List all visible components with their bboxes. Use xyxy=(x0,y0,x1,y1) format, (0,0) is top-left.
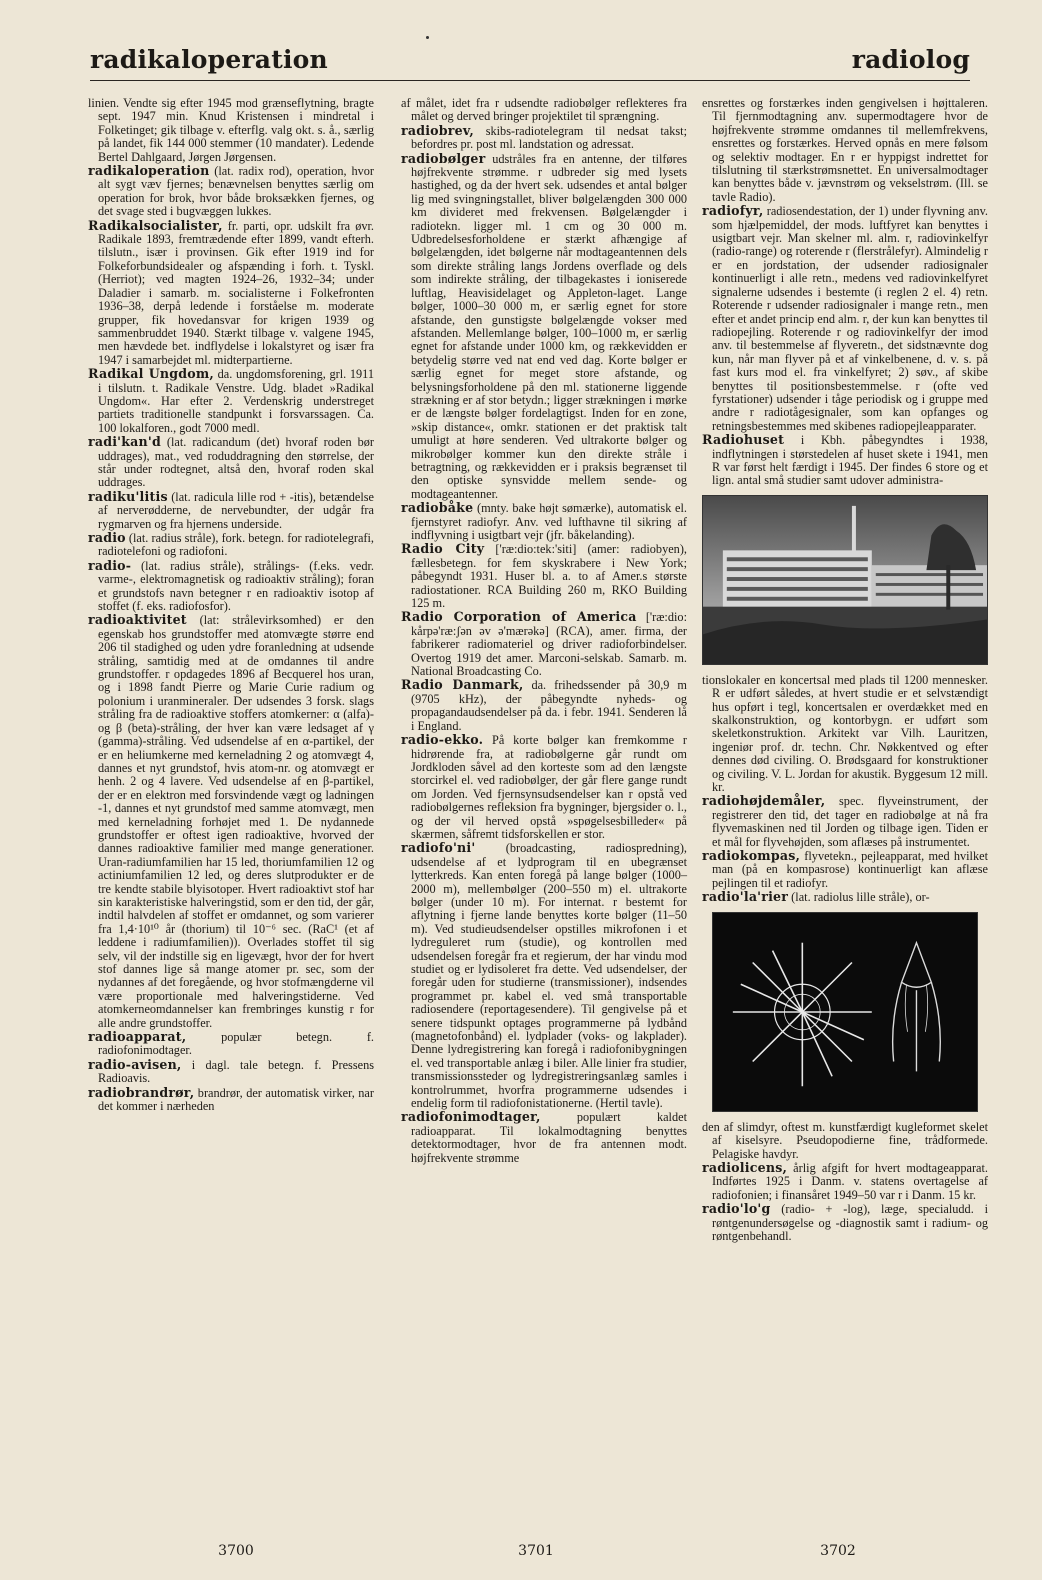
dictionary-entry xyxy=(88,531,374,559)
entry-text: fr. parti, opr. udskilt fra øvr. Radikale 1893, fremtrædende efter 1899, vandt efterh. tilslutn., især i provinsen. Gik efter 1919 ind for Folkeforbundsidealer og afspænding i forh. t. Tyskl. (Herriot); ved magten 1924–26, 1932–34; under Daladier i samarb. m. socialisterne i Folkefronten 1936–38, derpå ledende i forståelse m. moderate grupper, fik hovedansvar for krigen 1939 og sammenbruddet 1940. Stærkt tilbage v. valgene 1945, men hævdede bet. indflydelse i lokalstyret og især fra 1947 i samarbejdet ml. midterpartierne. xyxy=(98,218,374,367)
entry-headword: Radio City xyxy=(401,541,485,557)
column-3-bottom xyxy=(702,1121,988,1244)
entry-text: (lat. radicula lille rod + -itis), betændelse af nerverødderne, de nervebundter, der udgår fra rygmarven og fra hjernens underside. xyxy=(98,489,374,531)
dictionary-entry xyxy=(702,674,988,795)
column-3-top xyxy=(702,97,988,488)
dictionary-entry xyxy=(702,1202,988,1243)
entry-text: da. ungdomsforening, grl. 1911 i tilslutn. t. Radikale Venstre. Udg. bladet »Radikal Ungdom«. Har efter 2. Verdenskrig understreget partiets traditionelle standpunkt i forsvarssagen. Ca. 100 lokalforen., godt 7000 medl. xyxy=(98,367,374,435)
entry-text: i dagl. tale betegn. f. Pressens Radioavis. xyxy=(98,1057,374,1086)
dictionary-entry xyxy=(401,733,687,841)
entry-headword: radiohøjdemåler, xyxy=(702,793,826,809)
entry-headword: radiobølger xyxy=(401,150,486,166)
entry-text: (lat. radix rod), operation, hvor alt sygt væv fjernes; benævnelsen benyttes særlig om operation for brok, hvor både broksækken fjernes, og det svage sted i bugvæggen lukkes. xyxy=(98,164,374,219)
entry-headword: Radio Danmark, xyxy=(401,677,524,693)
entry-text: spec. flyveinstrument, der registrerer den tid, det tager en radiobølge at nå fra flyvemaskinen ned til Jorden og tilbage igen. Tiden er et mål for flyvehøjden, som aflæses på instrumentet. xyxy=(712,794,988,849)
dictionary-entry xyxy=(702,794,988,849)
entry-headword: radiokompas, xyxy=(702,848,801,864)
entry-headword: radio'lo'g xyxy=(702,1201,771,1217)
dictionary-entry xyxy=(401,610,687,678)
entry-text: ['ræ:dio:tek:'siti] (amer: radiobyen), fællesbetegn. for fem skyskrabere i New York; påbegyndt 1931. Huser bl. a. to af Amer.s største radiostationer. RCA Building 260 m, RKO Building 125 m. xyxy=(411,542,687,611)
entry-text: (lat. radius stråle), fork. betegn. for radiotelegrafi, radiotelefoni og radiofoni. xyxy=(98,531,374,559)
entry-headword: radiobrev, xyxy=(401,122,474,138)
entry-headword: radiofo'ni' xyxy=(401,840,476,856)
dictionary-entry xyxy=(702,890,988,904)
dictionary-entry xyxy=(88,490,374,531)
entry-headword: radiofonimodtager, xyxy=(401,1109,541,1125)
column-3 xyxy=(702,97,988,1243)
column-3-middle xyxy=(702,674,988,905)
dictionary-entry xyxy=(88,164,374,219)
dictionary-entry xyxy=(88,559,374,614)
dictionary-entry xyxy=(702,204,988,433)
dictionary-entry xyxy=(401,501,687,542)
entry-headword: radio- xyxy=(88,557,132,573)
entry-headword: radiofyr, xyxy=(702,203,764,219)
entry-text: ['ræ:dio: kårpə'ræ:ʃən əv ə'mærəkə] (RCA), amer. firma, der fabrikerer radiomateriel og driver radioforbindelser. Overtog 1919 det amer. Marconi-selskab. Samarb. m. National Broadcasting Co. xyxy=(411,610,687,679)
entry-headword: radioaktivitet xyxy=(88,612,187,628)
entry-headword: radiobåke xyxy=(401,500,474,516)
entry-headword: radikaloperation xyxy=(88,163,210,179)
entry-headword: radiobrandrør, xyxy=(88,1084,195,1100)
entry-headword: radi'kan'd xyxy=(88,434,161,450)
entry-text: årlig afgift for hvert modtageapparat. Indførtes 1925 i Danm. v. statens overtagelse af radiofonien; i finansåret 1949–50 var r i Danm. 15 kr. xyxy=(712,1160,988,1202)
entry-text: tionslokaler en koncertsal med plads til 1200 mennesker. R er udført således, at hvert studie er et selvstændigt hus opført i tegl, koncertsalen er overdækket med en skalkonstruktion, og kontorbygn. er udført som skeletkonstruktion. Arkitekt var Vilh. Lauritzen, ingeniør prof. dr. techn. Chr. Nøkkentved og efter dennes død civiling. O. Brødsgaard for konstruktioner og civiling. V. L. Jordan for akustik. Byggesum 12 mill. kr. xyxy=(702,672,988,795)
dictionary-entry xyxy=(401,542,687,610)
radiolarian-micrograph xyxy=(712,912,978,1112)
dictionary-entry xyxy=(401,97,687,124)
dictionary-entry xyxy=(401,152,687,502)
entry-text: (lat. radicandum (det) hvoraf roden bør uddrages), mat., ved roduddragning den størrelse, der står under rodtegnet, altså den, hvoraf roden skal uddrages. xyxy=(98,435,374,490)
entry-headword: radio xyxy=(88,530,126,545)
radiohuset-photo-image xyxy=(703,496,987,664)
dictionary-entry xyxy=(401,1110,687,1165)
entry-text: (radio- + -log), læge, specialudd. i røntgenundersøgelse og -diagnostik samt i radium- og røntgenbehandl. xyxy=(712,1202,988,1243)
entry-text: skibs-radiotelegram til nedsat takst; befordres pr. post ml. landstation og adressat. xyxy=(411,123,687,152)
dictionary-entry xyxy=(702,1121,988,1161)
entry-headword: Radiohuset xyxy=(702,432,785,448)
column-1 xyxy=(88,97,374,1113)
entry-text: linien. Vendte sig efter 1945 mod grænseflytning, bragte sept. 1947 min. Knud Kristensen i mindretal i Folketinget; gik tilbage v. efterflg. valg okt. s. å., særlig på landet, fik 144 000 stemmer (10 mandater). Ledende Bertel Dahlgaard, Jørgen Jørgensen. xyxy=(88,96,374,164)
entry-headword: Radikalsocialister, xyxy=(88,217,223,233)
dictionary-entry xyxy=(88,613,374,1030)
entry-headword: radioapparat, xyxy=(88,1029,187,1045)
running-header xyxy=(90,38,970,81)
dictionary-entry xyxy=(702,849,988,890)
entry-text: flyvetekn., pejleapparat, med hvilket man (på en kompasrose) kontinuerligt kan aflæse pejlingen til et radiofyr. xyxy=(712,849,988,890)
entry-headword: radio'la'rier xyxy=(702,889,789,905)
radiohuset-photo xyxy=(702,495,988,665)
entry-text: (mnty. bake højt sømærke), automatisk el. fjernstyret radiofyr. Anv. ved lufthavne til sikring af indflyvning i usigtbart vejr (jfr. båkelanding). xyxy=(411,501,687,542)
dictionary-entry xyxy=(702,433,988,488)
dictionary-entry xyxy=(88,1086,374,1114)
entry-text: (lat. radiolus lille stråle), or- xyxy=(788,890,930,905)
dictionary-entry xyxy=(401,841,687,1110)
entry-text: På korte bølger kan fremkomme r hidrørende fra, at radiobølgerne går rundt om Jordkloden såvel ad den korteste som ad den længste storcirkel el. ved radiobølger, der går flere gange rundt om Jorden. Ved fjernsynsudsendelser kan r opstå ved radiobølgernes refleksion fra bygninger, bjergsider o. l., og der vil herved opstå »spøgelsesbilleder« på skærmen, såfremt tidsforskellen er stor. xyxy=(411,733,687,841)
entry-text: (lat. radius stråle), strålings- (f.eks. vedr. varme-, elektromagnetisk og radioaktiv stråling); foran et grundstofs navn betegner r en radioaktiv isotop af stoffet (f. eks. radiofosfor). xyxy=(98,558,374,614)
entry-headword: Radikal Ungdom, xyxy=(88,366,214,382)
entry-text: af målet, idet fra r udsendte radiobølger reflekteres fra målet og derved bringer projektilet til sprængning. xyxy=(401,96,687,124)
entry-text: da. frihedssender på 30,9 m (9705 kHz), der påbegyndte nyheds- og propagandaudsendelser på da. i febr. 1941. Senderen lå i England. xyxy=(411,678,687,733)
dictionary-entry xyxy=(702,1161,988,1202)
entry-headword: radio-ekko. xyxy=(401,732,484,748)
entry-headword: radiku'litis xyxy=(88,488,168,504)
dictionary-entry xyxy=(88,97,374,164)
dictionary-entry xyxy=(88,1030,374,1058)
dictionary-entry xyxy=(88,219,374,367)
entry-text: populært kaldet radioapparat. Til lokalmodtagning benyttes detektormodtager, hvor de fra antennen modt. højfrekvente strømme xyxy=(411,1110,687,1165)
dictionary-entry xyxy=(702,97,988,204)
column-2 xyxy=(401,97,687,1165)
entry-text: (broadcasting, radiospredning), udsendelse af et lydprogram til en ubegrænset lytterkreds. Kan enten foregå på lange bølger (1000–2000 m), mellembølger (200–550 m) el. ultrakorte bølger (under 10 m). For internat. r bestemt for aflytning i fjerne lande benyttes korte bølger (11–50 m). Ved studieudsendelser opstilles mikrofonen i et lydreguleret rum (studie), og kontrollen med udsendelsen foregår fra et regierum, der har vindu mod studiet og er lydisoleret fra dette. Ved udsendelser, der foregår uden for studierne (transmissioner), indsendes programmet pr. kabel el. ved små transportable radiosendere (reportagesendere). Til gengivelse på et senere tidspunkt optages programmerne på lydbånd (magnetofonbånd) el. lydplader (voks- og lakplader). Denne lydregistrering kan foregå i radiofonibygningen el. ved transportable anlæg i biler. Alle linier fra studier, transmissionssteder og lydregistreringsanlæg samles i kontrolrummet, hvorfra programmerne udsendes i endelig form til radiofonistationerne. (Hertil tavle). xyxy=(411,841,687,1111)
page-number-right: 3702 xyxy=(820,1543,856,1559)
page-number-left: 3700 xyxy=(218,1543,254,1559)
entry-text: ensrettes og forstærkes inden gengivelsen i højttaleren. Til fjernmodtagning anv. supermodtagere hvor de højfrekvente strømme omdannes til mellemfrekvens, ensrettes og forstærkes. Herved opnås en mere følsom og selektiv modtager. En r er hyppigst indrettet for tilslutning til stærkstrømsnettet. En universalmodtager kan benyttes både v. jævnstrøm og vekselstrøm. (Ill. se tavle Radio). xyxy=(702,96,988,204)
entry-headword: radiolicens, xyxy=(702,1159,788,1175)
entry-headword: radio-avisen, xyxy=(88,1056,182,1072)
entry-text: radiosendestation, der 1) under flyvning anv. som hjælpemiddel, der mods. luftfyret kan benyttes i usigtbart vejr. Man skelner ml. alm. r, radiovinkelfyr (radio-range) og roterende r (flerstrålefyr). Almindelig r er en jordstation, der udsender radiosignaler kontinuerligt i alle retn., medens ved radiovinkelfyret signalerne udsendes i bestemte (i reglen 2 el. 4) retn. Roterende r udsender radiosignaler i mange retn., men efter et andet princip end alm. r, der kun kan benyttes til radiopejling. Roterende r og radiovinkelfyr der imod anv. til bestemmelse af flyveretn., det sidstnævnte dog kun, når man flyver på et af vinkelbenene, d. v. s. på fast kurs mod el. fra vinkelfyret; 2) søv., af skibe benyttes til positionsbestemmelse. r (ofte ved fyrstationer) udsender i tåge periodisk og i gruppe med andre r radiotågesignaler, som kan opfanges og retningsbestemmes med skibenes radiopejleapparater. xyxy=(712,204,988,433)
header-last-entry: radiolog xyxy=(851,45,970,74)
radiolarian-micrograph-image xyxy=(713,913,977,1111)
entry-text: brandrør, der automatisk virker, nar det kommer i nærheden xyxy=(98,1085,374,1114)
dictionary-entry xyxy=(88,1058,374,1086)
dictionary-entry xyxy=(88,435,374,490)
dictionary-entry xyxy=(401,124,687,152)
entry-text: udstråles fra en antenne, der tilføres højfrekvente strømme. r udbreder sig med lysets hastighed, og da der hvert sek. udsendes et antal bølger lig med svingningstallet, bliver bølgelængden 300 000 km divideret med frekvensen. Bølgelængder i radiotekn. ligger ml. 1 cm og 30 000 m. Udbredelsesforholdene er stærkt afhængige af bølgelængden, idet bølgerne når modtageantennen dels som direkte stråling langs Jordens overflade og dels som indirekte stråling, der tilbagekastes i ioniserede luftlag, Heavisidelaget og Appleton-laget. Lange bølger, 1000–30 000 m, er særlig egnet for store afstande, den gunstigste bølgelængde vokser med afstanden. Mellemlange bølger, 100–1000 m, er særlig egnet for afstande under 1000 km, og rækkevidden er betydelig større ved nat end ved dag. Korte bølger er særlig egnet for meget store afstande, og belysningsforholdene på den ml. stationerne liggende strækning er af stor betydn.; ligger strækningen i mørke er de længste bølger fordelagtigst. Inden for en zone, »skip distance«, omkr. stationen er det praktisk talt umuligt at høre senderen. Ved ultrakorte bølger og mikrobølger kommer kun den direkte stråle i betragtning, og rækkevidden er i praksis begrænset til den optiske synsvidde mellem sende- og modtageantenner. xyxy=(411,151,687,501)
entry-text: populær betegn. f. radiofonimodtager. xyxy=(98,1030,374,1058)
dictionary-entry xyxy=(88,367,374,435)
page-number-middle: 3701 xyxy=(518,1543,554,1559)
entry-headword: Radio Corporation of America xyxy=(401,609,637,625)
header-first-entry: radikaloperation xyxy=(90,45,328,74)
dictionary-entry xyxy=(401,678,687,733)
entry-text: den af slimdyr, oftest m. kunstfærdigt kugleformet skelet af kiselsyre. Pseudopodierne fine, trådformede. Pelagiske havdyr. xyxy=(702,1119,988,1161)
entry-text: i Kbh. påbegyndtes i 1938, indflytningen i størstedelen af huset skete i 1941, men R var først helt færdigt i 1945. Der findes 6 store og et lign. antal små studier samt udover administra- xyxy=(712,433,988,488)
entry-text: (lat: strålevirksomhed) er den egenskab hos grundstoffer med atomvægte større end 206 til stadighed og uden ydre foranledning at udsende stråling, samtidig med at de omdannes til andre grundstoffer. r opdagedes 1896 af Becquerel hos uran, og i 1898 fandt Pierre og Marie Curie radium og polonium i uranmineraler. Der udsendes 3 forsk. slags stråling fra de radioaktive stoffers atomkerner: α (alfa)-og β (beta)-stråling, der hver kan være ledsaget af γ (gamma)-stråling. Ved udsendelse af en α-partikel, der er en heliumkerne med kerneladning 2 og atomvægt 4, dannes et nyt grundstof, hvis atom-nr. og atomvægt er henh. 2 og 4 lavere. Ved udsendelse af en β-partikel, der er en elektron med forsvindende vægt og ladningen -1, dannes et nyt grundstof med samme atomvægt, men med kerneladning forhøjet med 1. De nydannede grundstoffer er oftest igen radioaktive, hvorved der dannes radioaktive familier med mange generationer. Uran-radiumfamilien har 15 led, thoriumfamilien 12 og actiniumfamilien 12 led, og deres slutprodukter er de tre kendte stabile blyisotoper. Hvert radioaktivt stof har sin karakteristiske halveringstid, som er den tid, der går, indtil halvdelen af stoffet er omdannet, og som varierer fra 1,4·10¹⁰ år (thorium) til 10⁻⁶ sec. (RaC¹ (et af leddene i radiumfamilien)). Overlades stoffet til sig selv, vil der indstille sig en ligevægt, hvor der for hvert stof dannes lige så mange atomer pr. sec, som der nydannes af det foregående, og hvor stofmængderne vil være proportionale med halveringstiderne. Ved atomkerneomdannelser kan frembringes kunstig r for alle andre grundstoffer. xyxy=(98,613,374,1030)
